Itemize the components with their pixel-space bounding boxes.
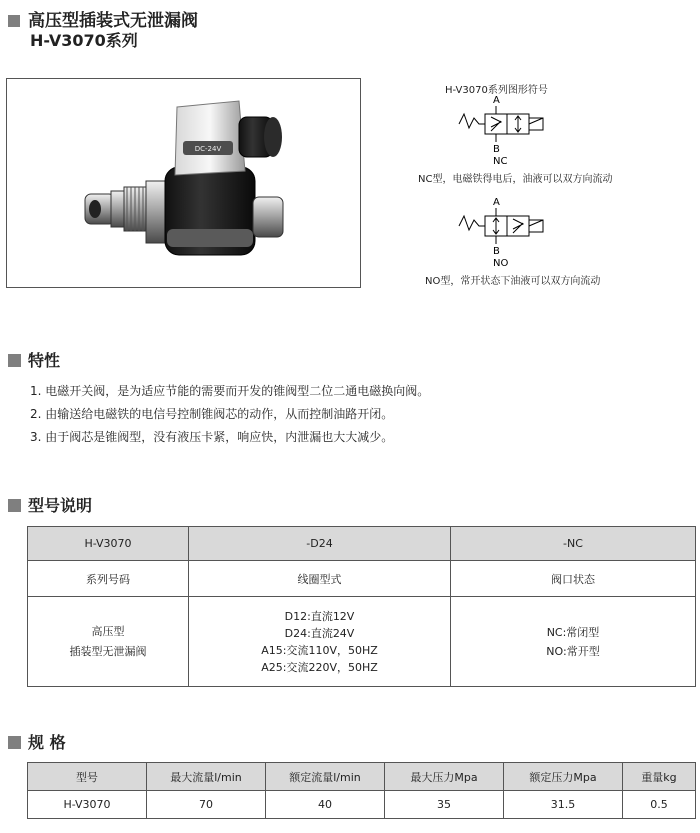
section-marker-icon	[8, 15, 20, 27]
model-cell: -D24	[189, 527, 451, 561]
model-table	[27, 526, 696, 687]
spec-cell: 0.5	[623, 791, 696, 819]
features-heading: 特性	[8, 348, 60, 371]
model-cell: D12:直流12V D24:直流24V A15:交流110V，50HZ A25:交流220V，50HZ	[189, 597, 451, 687]
svg-text:A: A	[493, 95, 500, 106]
page-title: 高压型插装式无泄漏阀	[8, 6, 198, 31]
model-cell: H-V3070	[28, 527, 189, 561]
model-cell: NC:常闭型 NO:常开型	[451, 597, 696, 687]
page-subtitle: H-V3070系列	[30, 31, 138, 50]
svg-text:B: B	[493, 246, 500, 257]
svg-text:NO: NO	[493, 258, 509, 269]
model-heading: 型号说明	[8, 493, 92, 516]
model-cell: 系列号码	[28, 561, 189, 597]
spec-cell: 70	[147, 791, 266, 819]
specs-heading: 规 格	[8, 730, 66, 753]
spec-header: 最大压力Mpa	[385, 763, 504, 791]
section-marker-icon	[8, 499, 21, 512]
spec-header: 额定流量l/min	[266, 763, 385, 791]
spec-cell: 40	[266, 791, 385, 819]
svg-text:NC: NC	[493, 156, 508, 167]
no-valve-symbol	[455, 194, 575, 269]
feature-item: 3. 由于阀芯是锥阀型，没有液压卡紧，响应快，内泄漏也大大减少。	[30, 430, 394, 444]
model-cell: -NC	[451, 527, 696, 561]
model-cell: 高压型 插装型无泄漏阀	[28, 597, 189, 687]
spec-cell: 31.5	[504, 791, 623, 819]
spec-header: 型号	[28, 763, 147, 791]
specs-table	[27, 762, 696, 819]
nc-caption: NC型，电磁铁得电后，油液可以双方向流动	[418, 174, 613, 185]
spec-cell: 35	[385, 791, 504, 819]
spec-header: 重量kg	[623, 763, 696, 791]
no-caption: NO型，常开状态下油液可以双方向流动	[425, 276, 601, 287]
nc-valve-symbol	[455, 92, 575, 167]
product-photo	[6, 78, 361, 288]
svg-text:A: A	[493, 197, 500, 208]
section-marker-icon	[8, 736, 21, 749]
model-cell: 阀口状态	[451, 561, 696, 597]
feature-item: 1. 电磁开关阀，是为适应节能的需要而开发的锥阀型二位二通电磁换向阀。	[30, 384, 430, 398]
coil-label: DC-24V	[194, 145, 222, 153]
model-cell: 线圈型式	[189, 561, 451, 597]
section-marker-icon	[8, 354, 21, 367]
table-row	[28, 791, 696, 819]
diagram-title: H-V3070系列图形符号	[445, 85, 548, 96]
svg-text:B: B	[493, 144, 500, 155]
spec-header: 最大流量l/min	[147, 763, 266, 791]
spec-header: 额定压力Mpa	[504, 763, 623, 791]
feature-item: 2. 由输送给电磁铁的电信号控制锥阀芯的动作，从而控制油路开闭。	[30, 407, 394, 421]
solenoid-valve-image	[7, 79, 360, 287]
spec-cell: H-V3070	[28, 791, 147, 819]
